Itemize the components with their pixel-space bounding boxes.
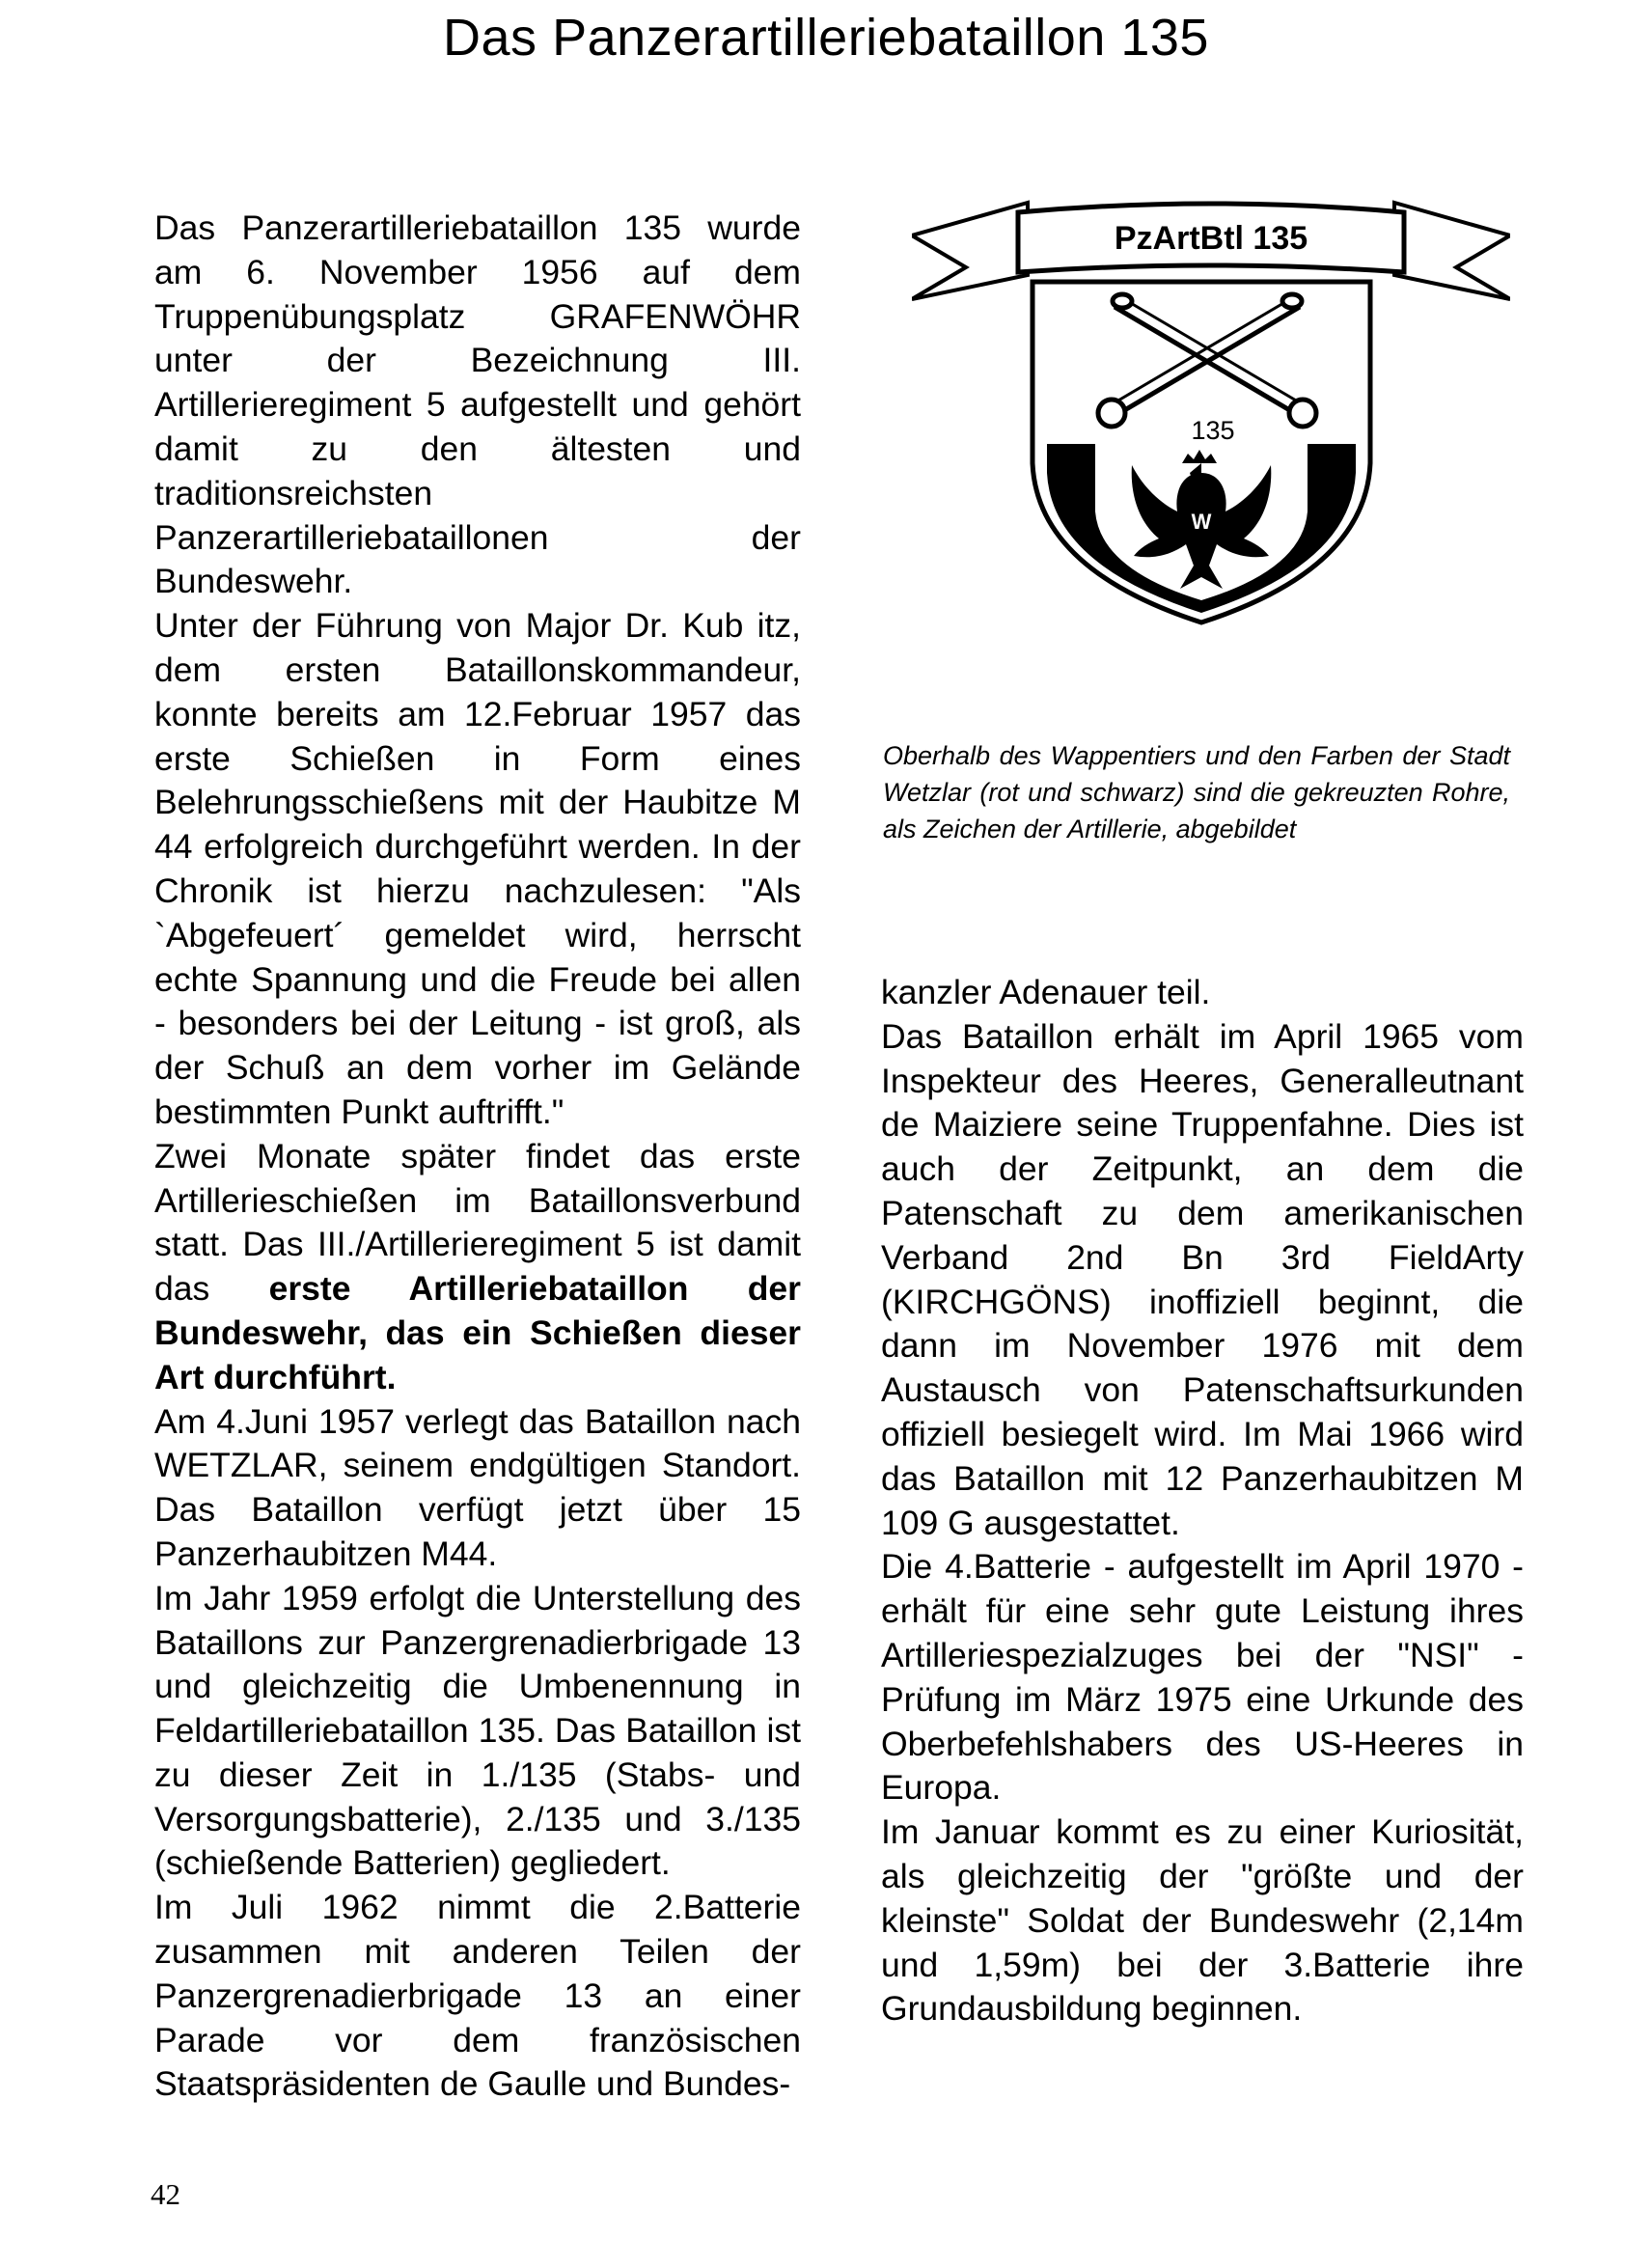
page-title: Das Panzerartilleriebataillon 135 [443,9,1209,67]
paragraph: Unter der Führung von Major Dr. Kub itz, dem ersten Bataillonskommandeur, konnte bereits am 12.Februar 1957 das erste Schießen in Form eines Belehrungsschießens mit der Haubitze M 44 erfolgreich durchgeführt werden. In der Chronik ist hierzu nachzulesen: "Als `Abgefeuert´ gemeldet wird, herrscht echte Spannung und die Freude bei allen - besonders bei der Leitung - ist groß, als der Schuß an dem vorher im Gelände bestimmten Punkt auftrifft." [154,606,801,1131]
right-column [881,971,1524,2031]
paragraph: Die 4.Batterie - aufgestellt im April 1970 - erhält für eine sehr gute Leistung ihres Artilleriespezialzuges bei der "NSI" -Prüfung im März 1975 eine Urkunde des Oberbefehlshabers des US-Heeres in Europa. [881,1547,1524,1808]
paragraph: Im Januar kommt es zu einer Kuriosität, als gleichzeitig der "größte und der kleinste" Soldat der Bundeswehr (2,14m und 1,59m) bei der 3.Batterie ihre Grundausbildung beginnen. [881,1812,1524,2029]
page-number: 42 [151,2177,180,2211]
paragraph: Das Panzerartilleriebataillon 135 wurde am 6. November 1956 auf dem Truppenübungsplatz GRAFENWÖHR unter der Bezeichnung III. Artillerieregiment 5 aufgestellt und gehört damit zu den ältesten und traditionsreichsten Panzerartilleriebataillonen der Bundeswehr. [154,208,801,601]
paragraph: Das Bataillon erhält im April 1965 vom Inspekteur des Heeres, Generalleutnant de Maiziere seine Truppenfahne. Dies ist auch der Zeitpunkt, an dem die Patenschaft zu dem amerikanischen Verband 2nd Bn 3rd FieldArty (KIRCHGÖNS) inoffiziell beginnt, die dann im November 1976 mit dem Austausch von Patenschaftsurkunden offiziell besiegelt wird. Im Mai 1966 wird das Bataillon mit 12 Panzerhaubitzen M 109 G ausgestattet. [881,1016,1524,1542]
banner-text: PzArtBtl 135 [1114,220,1308,257]
paragraph: Im Juli 1962 nimmt die 2.Batterie zusammen mit anderen Teilen der Panzergrenadierbrigade 13 an einer Parade vor dem französischen Staatspräsidenten de Gaulle und Bundes- [154,1888,801,2104]
paragraph: Im Jahr 1959 erfolgt die Unterstellung des Bataillons zur Panzergrenadierbrigade 13 und gleichzeitig die Umbenennung in Feldartilleriebataillon 135. Das Bataillon ist zu dieser Zeit in 1./135 (Stabs- und Versorgungsbatterie), 2./135 und 3./135 (schießende Batterien) gegliedert. [154,1578,801,1883]
banner-band [1018,204,1404,272]
emblem-number: 135 [1191,416,1235,445]
bold-emphasis: erste Artilleriebataillon der Bundeswehr, das ein Schießen dieser Art durchführt. [154,1269,801,1396]
paragraph: Am 4.Juni 1957 verlegt das Bataillon nach WETZLAR, seinem endgültigen Standort. Das Bataillon verfügt jetzt über 15 Panzerhaubitzen M44. [154,1401,801,1573]
caption-text: Oberhalb des Wappentiers und den Farben der Stadt Wetzlar (rot und schwarz) sind die gekreuzten Rohre, als Zeichen der Artillerie, abgebildet [883,741,1510,843]
shield-letter: W [1191,510,1212,534]
figure-caption [883,737,1510,847]
paragraph-text: Zwei Monate später findet das erste Artillerieschießen im Bataillonsverbund statt. Das III./Artillerieregiment 5 ist damit das [154,1136,801,1309]
paragraph [154,1135,801,1400]
left-column [154,207,801,2107]
battalion-coat-of-arms [912,183,1510,637]
paragraph: kanzler Adenauer teil. [881,973,1211,1011]
coat-of-arms-drawing [912,183,1510,637]
